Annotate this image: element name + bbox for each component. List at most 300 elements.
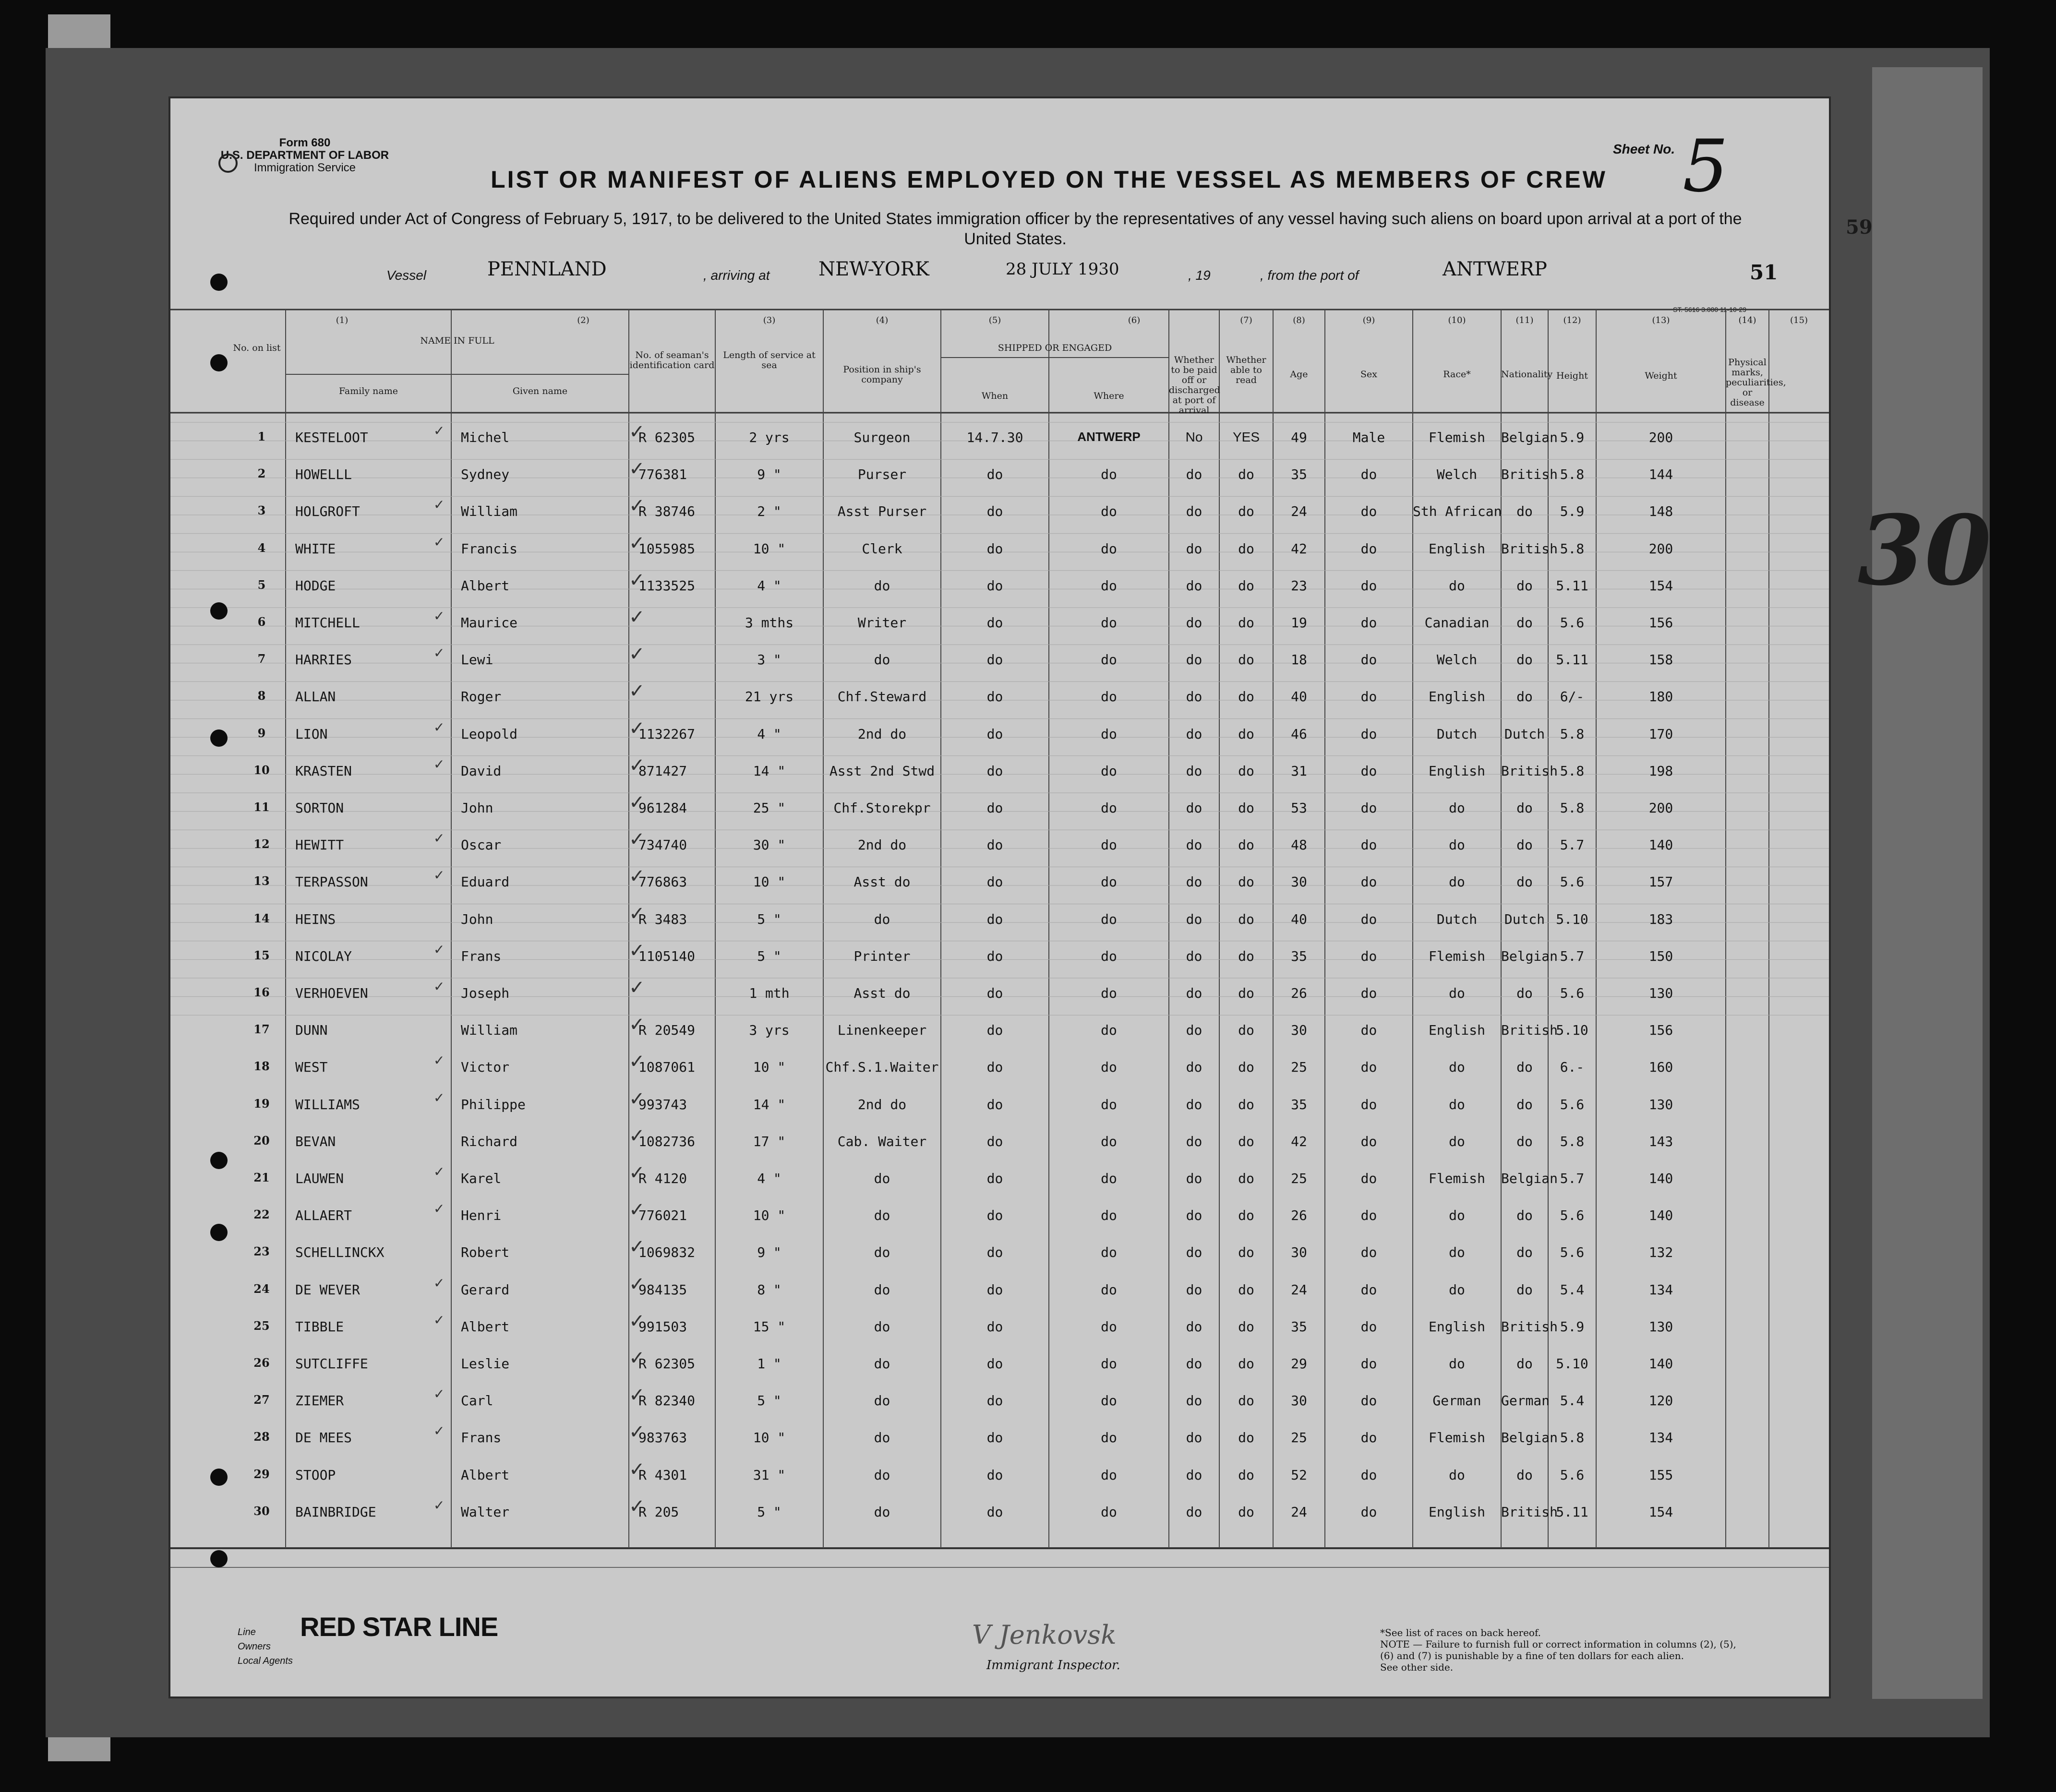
cell-when: 14.7.30 — [966, 430, 1023, 445]
cell-nationality: do — [1516, 1207, 1533, 1224]
cell-service: 10 " — [753, 1207, 786, 1224]
cell-card: 1069832 — [638, 1244, 696, 1261]
cell-card: 1105140 — [638, 948, 696, 964]
cell-family: LION — [295, 726, 328, 742]
checkmark-icon: ✓ — [629, 1014, 645, 1036]
cell-race: do — [1449, 1356, 1465, 1372]
note-other: See other side. — [1380, 1661, 1454, 1673]
cell-when: do — [986, 577, 1003, 594]
cell-age: 24 — [1291, 1281, 1307, 1298]
punch-hole — [210, 1224, 228, 1241]
cell-position: do — [874, 1504, 890, 1520]
inspector-label: Immigrant Inspector. — [986, 1658, 1120, 1673]
cell-service: 5 " — [757, 1393, 782, 1409]
cell-given: Joseph — [461, 985, 510, 1001]
cell-given: Michel — [461, 430, 510, 445]
checkmark-icon: ✓ — [629, 1087, 645, 1110]
checkmark-icon: ✓ — [433, 1275, 445, 1291]
cell-weight: 140 — [1648, 1171, 1673, 1186]
cell-when: do — [986, 1133, 1003, 1149]
cell-given: Richard — [461, 1133, 518, 1149]
cell-height: 5.11 — [1556, 577, 1588, 594]
cell-position: Chf.S.1.Waiter — [825, 1059, 939, 1075]
vessel-label: Vessel — [386, 268, 427, 283]
cell-read: do — [1238, 1430, 1254, 1446]
cell-sex: do — [1360, 874, 1377, 890]
cell-no: 4 — [257, 540, 266, 555]
cell-where: do — [1101, 1281, 1117, 1298]
cell-read: do — [1238, 1133, 1254, 1149]
cell-when: do — [986, 837, 1003, 853]
cell-read: do — [1238, 1467, 1254, 1483]
cell-family: STOOP — [295, 1467, 336, 1483]
cell-race: German — [1432, 1393, 1481, 1409]
cell-sex: do — [1360, 1244, 1377, 1261]
cell-position: 2nd do — [857, 726, 907, 742]
cell-sex: do — [1360, 652, 1377, 668]
checkmark-icon: ✓ — [433, 1386, 445, 1402]
cell-given: Roger — [461, 689, 502, 705]
cell-given: Albert — [461, 1318, 510, 1335]
cell-read: do — [1238, 837, 1254, 853]
cell-position: Printer — [854, 948, 911, 964]
cell-where: do — [1101, 652, 1117, 668]
cell-weight: 140 — [1648, 1356, 1673, 1372]
cell-family: DUNN — [295, 1022, 328, 1039]
column-number: (15) — [1790, 315, 1808, 325]
cell-sex: do — [1360, 1171, 1377, 1186]
cell-given: Walter — [461, 1504, 510, 1520]
cell-weight: 200 — [1648, 800, 1673, 816]
cell-paid: do — [1186, 911, 1202, 927]
cell-family: SORTON — [295, 800, 344, 816]
cell-read: do — [1238, 615, 1254, 631]
cell-weight: 120 — [1648, 1393, 1673, 1409]
cell-service: 2 yrs — [749, 430, 790, 445]
cell-where: do — [1101, 1022, 1117, 1039]
cell-weight: 140 — [1648, 1207, 1673, 1224]
cell-card: 991503 — [638, 1318, 687, 1335]
cell-where: do — [1101, 1244, 1117, 1261]
cell-read: do — [1238, 1096, 1254, 1112]
cell-card: 961284 — [638, 800, 687, 816]
cell-read: do — [1238, 652, 1254, 668]
cell-paid: do — [1186, 615, 1202, 631]
cell-position: Purser — [857, 466, 907, 483]
cell-no: 11 — [253, 800, 270, 814]
cell-nationality: Belgian — [1501, 430, 1558, 445]
cell-weight: 130 — [1648, 985, 1673, 1001]
cell-sex: do — [1360, 503, 1377, 520]
cell-where: do — [1101, 763, 1117, 779]
cell-position: Cab. Waiter — [837, 1133, 927, 1149]
header-able-to-read: Whether able to read — [1226, 355, 1266, 385]
cell-where: do — [1101, 615, 1117, 631]
cell-nationality: do — [1516, 503, 1533, 520]
checkmark-icon: ✓ — [629, 421, 645, 443]
cell-family: WEST — [295, 1059, 328, 1075]
checkmark-icon: ✓ — [629, 717, 645, 740]
cell-nationality: Belgian — [1501, 948, 1558, 964]
cell-no: 21 — [253, 1171, 270, 1184]
cell-where: do — [1101, 911, 1117, 927]
cell-height: 5.8 — [1560, 1430, 1585, 1446]
cell-service: 14 " — [753, 1096, 786, 1112]
checkmark-icon: ✓ — [629, 1347, 645, 1369]
cell-paid: do — [1186, 837, 1202, 853]
cell-age: 18 — [1291, 652, 1307, 668]
cell-position: do — [874, 652, 890, 668]
cell-paid: do — [1186, 540, 1202, 557]
checkmark-icon: ✓ — [629, 1124, 645, 1147]
cell-weight: 156 — [1648, 1022, 1673, 1039]
cell-age: 30 — [1291, 1244, 1307, 1261]
cell-when: do — [986, 1393, 1003, 1409]
cell-sex: do — [1360, 1467, 1377, 1483]
header-name-in-full: NAME IN FULL — [420, 335, 494, 346]
cell-height: 5.9 — [1560, 1318, 1585, 1335]
cell-no: 26 — [253, 1356, 270, 1370]
cell-sex: do — [1360, 540, 1377, 557]
checkmark-icon: ✓ — [433, 1497, 445, 1513]
cell-no: 22 — [253, 1207, 270, 1222]
cell-weight: 155 — [1648, 1467, 1673, 1483]
cell-no: 24 — [253, 1281, 270, 1296]
cell-height: 5.6 — [1560, 1467, 1585, 1483]
cell-weight: 144 — [1648, 466, 1673, 483]
cell-where: do — [1101, 466, 1117, 483]
column-number: (11) — [1515, 315, 1534, 325]
cell-race: English — [1428, 763, 1485, 779]
cell-height: 5.7 — [1560, 837, 1585, 853]
owners-stamp: RED STAR LINE — [300, 1612, 498, 1642]
cell-family: HEWITT — [295, 837, 344, 853]
cell-when: do — [986, 1356, 1003, 1372]
cell-service: 25 " — [753, 800, 786, 816]
cell-family: KRASTEN — [295, 763, 352, 779]
cell-given: Lewi — [461, 652, 493, 668]
cell-where: do — [1101, 726, 1117, 742]
cell-when: do — [986, 1504, 1003, 1520]
cell-no: 18 — [253, 1059, 270, 1074]
cell-paid: do — [1186, 874, 1202, 890]
line-label: Line — [238, 1627, 256, 1637]
cell-service: 8 " — [757, 1281, 782, 1298]
cell-position: Writer — [857, 615, 907, 631]
cell-race: do — [1449, 1133, 1465, 1149]
cell-race: Flemish — [1428, 430, 1485, 445]
vessel-name: PENNLAND — [487, 258, 607, 280]
cell-height: 5.6 — [1560, 1096, 1585, 1112]
cell-no: 12 — [253, 837, 270, 851]
cell-family: ALLAERT — [295, 1207, 352, 1224]
cell-sex: do — [1360, 466, 1377, 483]
cell-family: BAINBRIDGE — [295, 1504, 376, 1520]
checkmark-icon: ✓ — [433, 1423, 445, 1439]
cell-height: 5.11 — [1556, 1504, 1588, 1520]
checkmark-icon: ✓ — [629, 828, 645, 851]
cell-card: R 62305 — [638, 1356, 696, 1372]
cell-given: Albert — [461, 577, 510, 594]
checkmark-icon: ✓ — [629, 532, 645, 554]
cell-weight: 143 — [1648, 1133, 1673, 1149]
cell-age: 19 — [1291, 615, 1307, 631]
cell-nationality: British — [1501, 466, 1558, 483]
cell-service: 5 " — [757, 948, 782, 964]
cell-family: DE MEES — [295, 1430, 352, 1446]
cell-race: English — [1428, 1022, 1485, 1039]
punch-hole — [210, 1550, 228, 1567]
cell-position: do — [874, 1430, 890, 1446]
cell-sex: do — [1360, 800, 1377, 816]
cell-weight: 160 — [1648, 1059, 1673, 1075]
cell-card: R 205 — [638, 1504, 679, 1520]
cell-nationality: British — [1501, 1318, 1558, 1335]
column-number: (2) — [577, 315, 589, 325]
cell-paid: do — [1186, 800, 1202, 816]
cell-where: do — [1101, 540, 1117, 557]
cell-weight: 154 — [1648, 577, 1673, 594]
punch-hole — [210, 1469, 228, 1486]
header-nationality: Nationality — [1501, 369, 1553, 380]
note-races: *See list of races on back hereof. — [1380, 1627, 1541, 1638]
cell-where: do — [1101, 1504, 1117, 1520]
cell-read: do — [1238, 466, 1254, 483]
cell-given: Eduard — [461, 874, 510, 890]
cell-age: 48 — [1291, 837, 1307, 853]
cell-paid: do — [1186, 726, 1202, 742]
cell-nationality: British — [1501, 1022, 1558, 1039]
cell-service: 5 " — [757, 911, 782, 927]
cell-nationality: do — [1516, 874, 1533, 890]
cell-family: HARRIES — [295, 652, 352, 668]
cell-paid: do — [1186, 1356, 1202, 1372]
cell-given: Robert — [461, 1244, 510, 1261]
cell-read: do — [1238, 1318, 1254, 1335]
cell-race: do — [1449, 577, 1465, 594]
cell-no: 15 — [253, 948, 270, 962]
cell-when: do — [986, 615, 1003, 631]
checkmark-icon: ✓ — [433, 1089, 445, 1106]
cell-position: Asst 2nd Stwd — [829, 763, 935, 779]
cell-age: 29 — [1291, 1356, 1307, 1372]
cell-height: 5.10 — [1556, 1356, 1588, 1372]
cell-card: R 4120 — [638, 1171, 687, 1186]
cell-position: Asst Purser — [837, 503, 927, 520]
cell-when: do — [986, 726, 1003, 742]
cell-age: 46 — [1291, 726, 1307, 742]
cell-family: KESTELOOT — [295, 430, 368, 445]
cell-sex: Male — [1352, 430, 1385, 445]
note-text: NOTE — Failure to furnish full or correct information in columns (2), (5), (6) and (7) is punishable by a fine of ten dollars for each alien. — [1380, 1638, 1736, 1661]
checkmark-icon: ✓ — [433, 645, 445, 661]
cell-sex: do — [1360, 1022, 1377, 1039]
checkmark-icon: ✓ — [433, 756, 445, 772]
punch-hole — [210, 729, 228, 747]
cell-paid: do — [1186, 577, 1202, 594]
sheet-code: 51 — [1750, 261, 1778, 284]
cell-service: 14 " — [753, 763, 786, 779]
cell-where: do — [1101, 1393, 1117, 1409]
cell-given: John — [461, 800, 493, 816]
cell-family: SCHELLINCKX — [295, 1244, 385, 1261]
cell-sex: do — [1360, 689, 1377, 705]
year-label: , 19 — [1188, 268, 1211, 283]
cell-service: 5 " — [757, 1504, 782, 1520]
arrival-port: NEW-YORK — [818, 258, 929, 280]
cell-no: 8 — [257, 689, 266, 703]
column-number: (12) — [1563, 315, 1581, 325]
cell-where: do — [1101, 577, 1117, 594]
cell-weight: 140 — [1648, 837, 1673, 853]
cell-family: HOLGROFT — [295, 503, 360, 520]
cell-sex: do — [1360, 1207, 1377, 1224]
cell-card: R 20549 — [638, 1022, 696, 1039]
checkmark-icon: ✓ — [629, 1421, 645, 1444]
column-number: (6) — [1128, 315, 1141, 325]
cell-age: 24 — [1291, 503, 1307, 520]
cell-where: do — [1101, 689, 1117, 705]
header-where: Where — [1094, 391, 1124, 401]
cell-age: 25 — [1291, 1171, 1307, 1186]
cell-when: do — [986, 1318, 1003, 1335]
header-no-on-list: No. on list — [233, 343, 281, 353]
cell-no: 13 — [253, 874, 270, 888]
cell-nationality: British — [1501, 1504, 1558, 1520]
cell-read: YES — [1232, 430, 1260, 444]
cell-read: do — [1238, 1393, 1254, 1409]
service: Immigration Service — [253, 161, 356, 174]
cell-given: Maurice — [461, 615, 518, 631]
cell-card: R 38746 — [638, 503, 696, 520]
column-number: (4) — [876, 315, 889, 325]
cell-when: do — [986, 1467, 1003, 1483]
cell-given: Oscar — [461, 837, 502, 853]
cell-when: do — [986, 763, 1003, 779]
cell-weight: 134 — [1648, 1281, 1673, 1298]
cell-where: do — [1101, 1133, 1117, 1149]
sheet-number: 5 — [1683, 125, 1729, 208]
cell-position: Asst do — [854, 874, 911, 890]
cell-when: do — [986, 1207, 1003, 1224]
cell-given: Francis — [461, 540, 518, 557]
cell-position: do — [874, 911, 890, 927]
cell-where: do — [1101, 874, 1117, 890]
cell-position: Asst do — [854, 985, 911, 1001]
cell-no: 16 — [253, 985, 270, 999]
cell-when: do — [986, 1281, 1003, 1298]
cell-family: NICOLAY — [295, 948, 352, 964]
cell-read: do — [1238, 540, 1254, 557]
cell-weight: 180 — [1648, 689, 1673, 705]
cell-no: 19 — [253, 1096, 270, 1111]
cell-given: William — [461, 503, 518, 520]
cell-age: 53 — [1291, 800, 1307, 816]
checkmark-icon: ✓ — [433, 608, 445, 624]
cell-family: HEINS — [295, 911, 336, 927]
cell-service: 3 yrs — [749, 1022, 790, 1039]
cell-read: do — [1238, 1022, 1254, 1039]
cell-service: 10 " — [753, 1430, 786, 1446]
cell-age: 26 — [1291, 1207, 1307, 1224]
cell-nationality: do — [1516, 615, 1533, 631]
cell-when: do — [986, 466, 1003, 483]
cell-position: 2nd do — [857, 1096, 907, 1112]
cell-given: John — [461, 911, 493, 927]
cell-paid: do — [1186, 1430, 1202, 1446]
cell-position: do — [874, 577, 890, 594]
cell-read: do — [1238, 1504, 1254, 1520]
cell-when: do — [986, 1430, 1003, 1446]
cell-nationality: do — [1516, 1467, 1533, 1483]
cell-service: 10 " — [753, 874, 786, 890]
cell-no: 6 — [257, 615, 266, 629]
cell-race: Sth African — [1413, 503, 1502, 520]
cell-height: 5.6 — [1560, 1244, 1585, 1261]
cell-given: Karel — [461, 1171, 502, 1186]
cell-read: do — [1238, 874, 1254, 890]
cell-no: 2 — [257, 466, 266, 481]
cell-race: English — [1428, 1504, 1485, 1520]
cell-age: 42 — [1291, 1133, 1307, 1149]
cell-race: Welch — [1436, 652, 1478, 668]
cell-service: 4 " — [757, 726, 782, 742]
cell-weight: 158 — [1648, 652, 1673, 668]
cell-paid: do — [1186, 466, 1202, 483]
cell-service: 9 " — [757, 1244, 782, 1261]
cell-age: 52 — [1291, 1467, 1307, 1483]
checkmark-icon: ✓ — [629, 1273, 645, 1295]
cell-where: do — [1101, 985, 1117, 1001]
checkmark-icon: ✓ — [433, 1201, 445, 1217]
cell-nationality: do — [1516, 1281, 1533, 1298]
cell-no: 14 — [253, 911, 270, 925]
cell-service: 4 " — [757, 577, 782, 594]
cell-nationality: do — [1516, 652, 1533, 668]
cell-nationality: Belgian — [1501, 1171, 1558, 1186]
cell-when: do — [986, 800, 1003, 816]
cell-given: Henri — [461, 1207, 502, 1224]
cell-nationality: Belgian — [1501, 1430, 1558, 1446]
cell-service: 2 " — [757, 503, 782, 520]
cell-read: do — [1238, 985, 1254, 1001]
cell-family: WILLIAMS — [295, 1096, 360, 1112]
cell-paid: do — [1186, 1393, 1202, 1409]
column-number: (7) — [1240, 315, 1252, 325]
cell-when: do — [986, 911, 1003, 927]
cell-race: do — [1449, 1096, 1465, 1112]
cell-race: do — [1449, 800, 1465, 816]
cell-no: 27 — [253, 1393, 270, 1407]
cell-race: do — [1449, 1207, 1465, 1224]
cell-position: do — [874, 1171, 890, 1186]
cell-service: 15 " — [753, 1318, 786, 1335]
cell-sex: do — [1360, 1356, 1377, 1372]
cell-age: 49 — [1291, 430, 1307, 445]
cell-age: 40 — [1291, 689, 1307, 705]
cell-when: do — [986, 689, 1003, 705]
cell-card: 776863 — [638, 874, 687, 890]
bleed-handwritten-number: 30 — [1858, 494, 1992, 607]
footer-note — [1380, 1627, 1745, 1673]
cell-where: ANTWERP — [1077, 430, 1141, 444]
cell-position: 2nd do — [857, 837, 907, 853]
cell-sex: do — [1360, 763, 1377, 779]
checkmark-icon: ✓ — [433, 867, 445, 884]
cell-nationality: do — [1516, 1244, 1533, 1261]
cell-when: do — [986, 948, 1003, 964]
cell-age: 35 — [1291, 466, 1307, 483]
